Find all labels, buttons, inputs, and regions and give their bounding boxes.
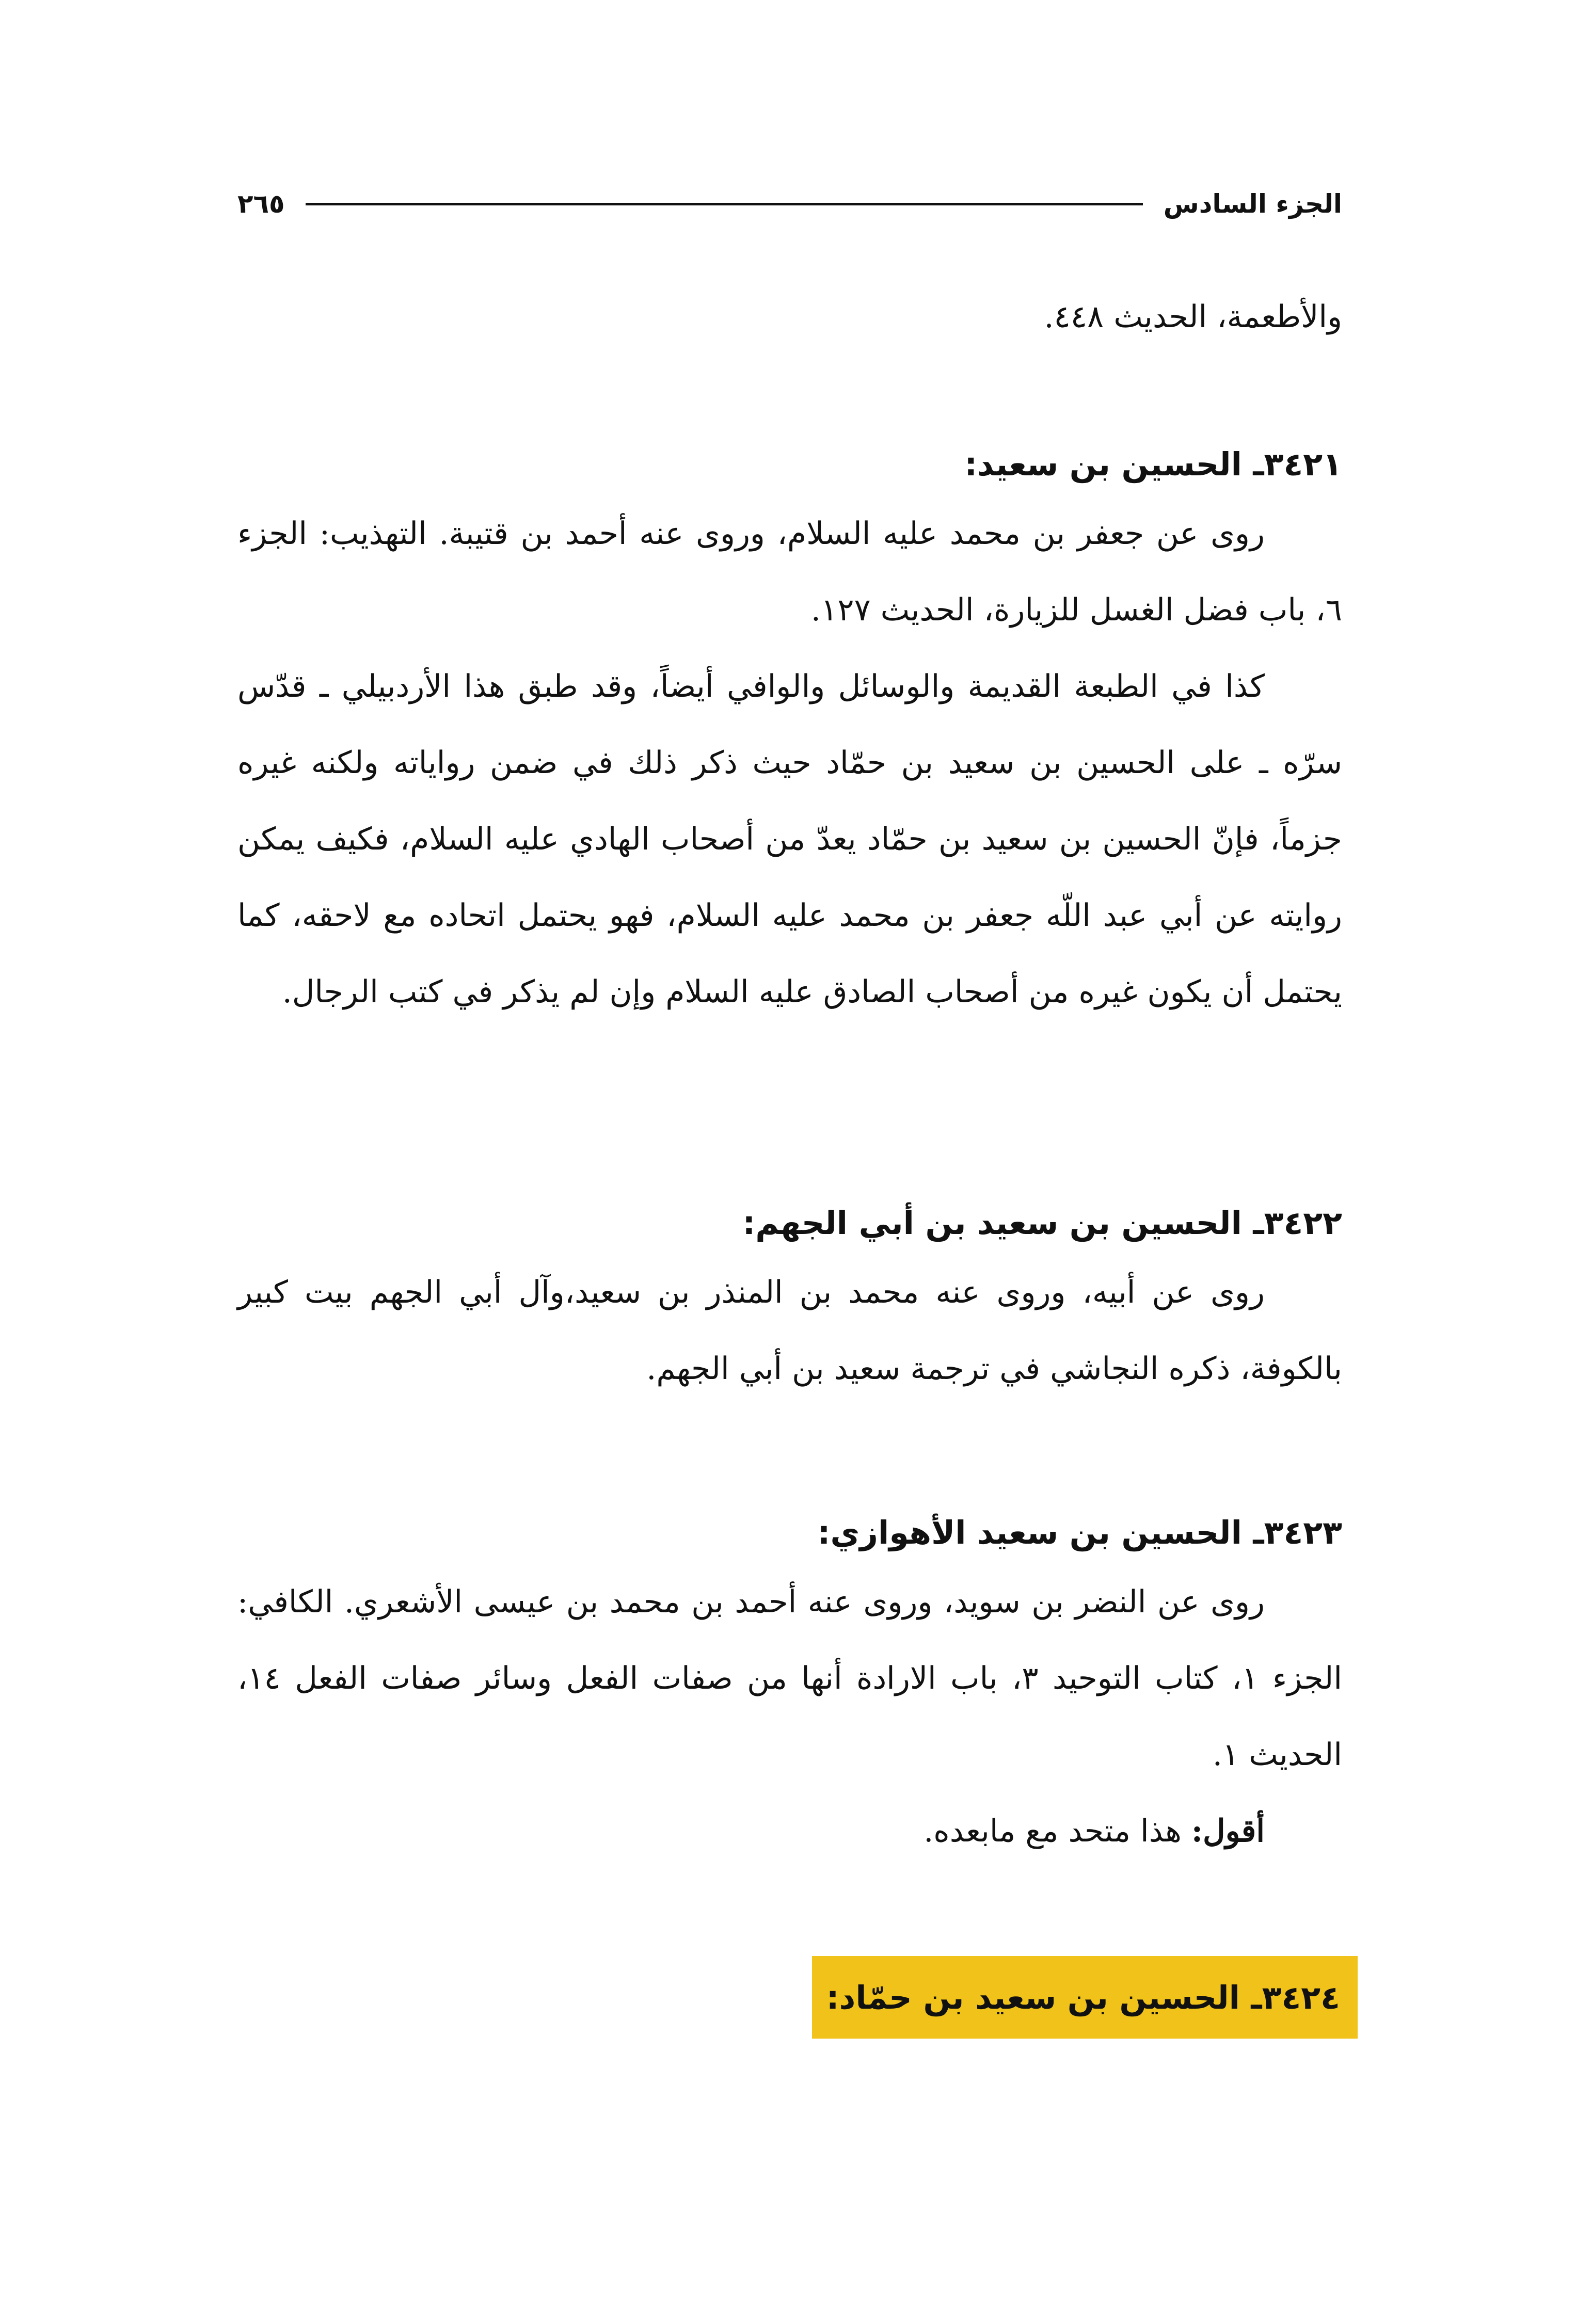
running-title: الجزء السادس — [1163, 189, 1342, 219]
header-rule — [306, 203, 1143, 205]
highlighted-title-text: ٣٤٢٤ـ الحسين بن سعيد بن حمّاد: — [826, 1978, 1340, 2016]
page-number: ٢٦٥ — [237, 189, 285, 219]
entry-paragraph: روى عن أبيه، وروى عنه محمد بن المنذر بن سعيد،وآل أبي الجهم بيت كبير بالكوفة، ذكره النجاشي في ترجمة سعيد بن أبي الجهم. — [237, 1274, 1342, 1387]
entry-paragraph: روى عن النضر بن سويد، وروى عنه أحمد بن محمد بن عيسى الأشعري. الكافي: الجزء ١، كتاب التوحيد ٣، باب الارادة أنها من صفات الفعل وسائر صفات الفعل ١٤، الحديث ١. — [237, 1584, 1342, 1773]
entry-3421 — [237, 434, 1342, 1030]
entry-title: ٣٤٢٢ـ الحسين بن سعيد بن أبي الجهم: — [742, 1204, 1342, 1242]
continuation-block — [237, 279, 1342, 355]
entry-title: ٣٤٢٣ـ الحسين بن سعيد الأهوازي: — [817, 1514, 1342, 1551]
highlighted-entry-title — [812, 1956, 1358, 2039]
entry-title: ٣٤٢١ـ الحسين بن سعيد: — [964, 445, 1342, 483]
continuation-text: والأطعمة، الحديث ٤٤٨. — [1044, 299, 1342, 335]
entry-paragraph: روى عن جعفر بن محمد عليه السلام، وروى عنه أحمد بن قتيبة. التهذيب: الجزء ٦، باب فضل الغسل للزيارة، الحديث ١٢٧. — [237, 516, 1342, 628]
entry-paragraph: كذا في الطبعة القديمة والوسائل والوافي أيضاً، وقد طبق هذا الأردبيلي ـ قدّس سرّه ـ على الحسين بن سعيد بن حمّاد حيث ذكر ذلك في ضمن رواياته ولكنه غيره جزماً، فإنّ الحسين بن سعيد بن حمّاد يعدّ من أصحاب الهادي عليه السلام، فكيف يمكن روايته عن أبي عبد اللّه جعفر بن محمد عليه السلام، فهو يحتمل اتحاده مع لاحقه، كما يحتمل أن يكون غيره من أصحاب الصادق عليه السلام وإن لم يذكر في كتب الرجال. — [237, 668, 1342, 1010]
qawl-text: هذا متحد مع مابعده. — [924, 1813, 1191, 1849]
running-header — [237, 186, 1342, 222]
entry-3422 — [237, 1192, 1342, 1407]
comment-paragraph — [237, 1793, 1342, 1869]
qawl-label: أقول: — [1191, 1813, 1265, 1849]
book-page — [237, 0, 1342, 2324]
entry-3423 — [237, 1502, 1342, 1869]
